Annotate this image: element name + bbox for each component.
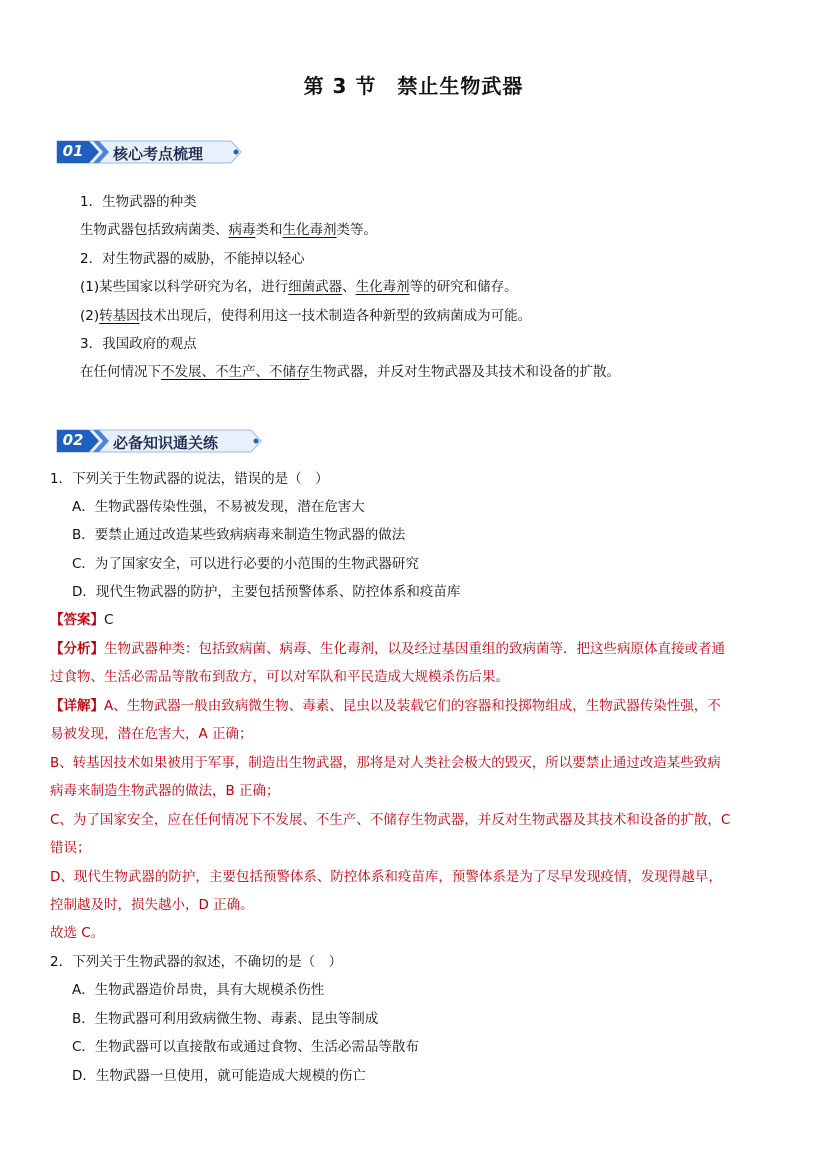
- q1-option-d: D．现代生物武器的防护，主要包括预警体系、防控体系和疫苗库: [72, 584, 461, 600]
- q1-detail-line-6: 错误；: [50, 840, 91, 856]
- q2-option-d: D．生物武器一旦使用，就可能造成大规模的伤亡: [72, 1068, 366, 1084]
- kp-line-1: 生物武器包括致病菌类、病毒类和生化毒剂类等。: [80, 222, 377, 238]
- q1-option-c: C．为了国家安全，可以进行必要的小范围的生物武器研究: [72, 556, 419, 572]
- q1-conclusion: 故选 C。: [50, 925, 105, 941]
- kp-heading-2: 2．对生物武器的威胁，不能掉以轻心: [80, 251, 305, 267]
- q1-analysis-line-1: 【分析】生物武器种类：包括致病菌、病毒、生化毒剂，以及经过基因重组的致病菌等．把这些病原体直接或者通: [50, 641, 725, 657]
- q2-stem: 2．下列关于生物武器的叙述，不确切的是（ ）: [50, 954, 343, 970]
- kp-heading-3: 3．我国政府的观点: [80, 336, 197, 352]
- q1-detail-line-4: 病毒来制造生物武器的做法，B 正确；: [50, 783, 280, 799]
- q1-option-a: A．生物武器传染性强，不易被发现，潜在危害大: [72, 499, 365, 515]
- q1-detail-line-1: 【详解】A、生物武器一般由致病微生物、毒素、昆虫以及装载它们的容器和投掷物组成，生物武器传染性强，不: [50, 698, 721, 714]
- kp-line-4: 在任何情况下不发展、不生产、不储存生物武器，并反对生物武器及其技术和设备的扩散。: [80, 364, 620, 380]
- section-number: 02: [62, 431, 84, 449]
- kp-heading-1: 1．生物武器的种类: [80, 194, 197, 210]
- q1-stem: 1．下列关于生物武器的说法，错误的是（ ）: [50, 471, 329, 487]
- q1-detail-line-3: B、转基因技术如果被用于军事，制造出生物武器，那将是对人类社会极大的毁灭，所以要禁止通过改造某些致病: [50, 755, 721, 771]
- q1-detail-line-5: C、为了国家安全，应在任何情况下不发展、不生产、不储存生物武器，并反对生物武器及其技术和设备的扩散，C: [50, 812, 731, 828]
- kp-line-2: (1)某些国家以科学研究为名，进行细菌武器、生化毒剂等的研究和储存。: [80, 279, 518, 295]
- kp-line-3: (2)转基因技术出现后，使得利用这一技术制造各种新型的致病菌成为可能。: [80, 308, 532, 324]
- section-label: 必备知识通关练: [113, 434, 219, 452]
- q1-detail-line-7: D、现代生物武器的防护，主要包括预警体系、防控体系和疫苗库，预警体系是为了尽早发现疫情，发现得越早，: [50, 869, 722, 885]
- q1-analysis-line-2: 过食物、生活必需品等散布到敌方，可以对军队和平民造成大规模杀伤后果。: [50, 669, 509, 685]
- q1-detail-line-8: 控制越及时，损失越小，D 正确。: [50, 897, 254, 913]
- q2-option-c: C．生物武器可以直接散布或通过食物、生活必需品等散布: [72, 1039, 419, 1055]
- page-title: 第 3 节 禁止生物武器: [303, 74, 524, 98]
- q1-detail-line-2: 易被发现，潜在危害大，A 正确；: [50, 726, 253, 742]
- q1-answer: 【答案】C: [50, 612, 114, 628]
- section-label: 核心考点梳理: [113, 145, 204, 163]
- q2-option-a: A．生物武器造价昂贵，具有大规模杀伤性: [72, 982, 325, 998]
- section-number: 01: [62, 142, 84, 160]
- q1-option-b: B．要禁止通过改造某些致病病毒来制造生物武器的做法: [72, 527, 406, 543]
- q2-option-b: B．生物武器可利用致病微生物、毒素、昆虫等制成: [72, 1011, 379, 1027]
